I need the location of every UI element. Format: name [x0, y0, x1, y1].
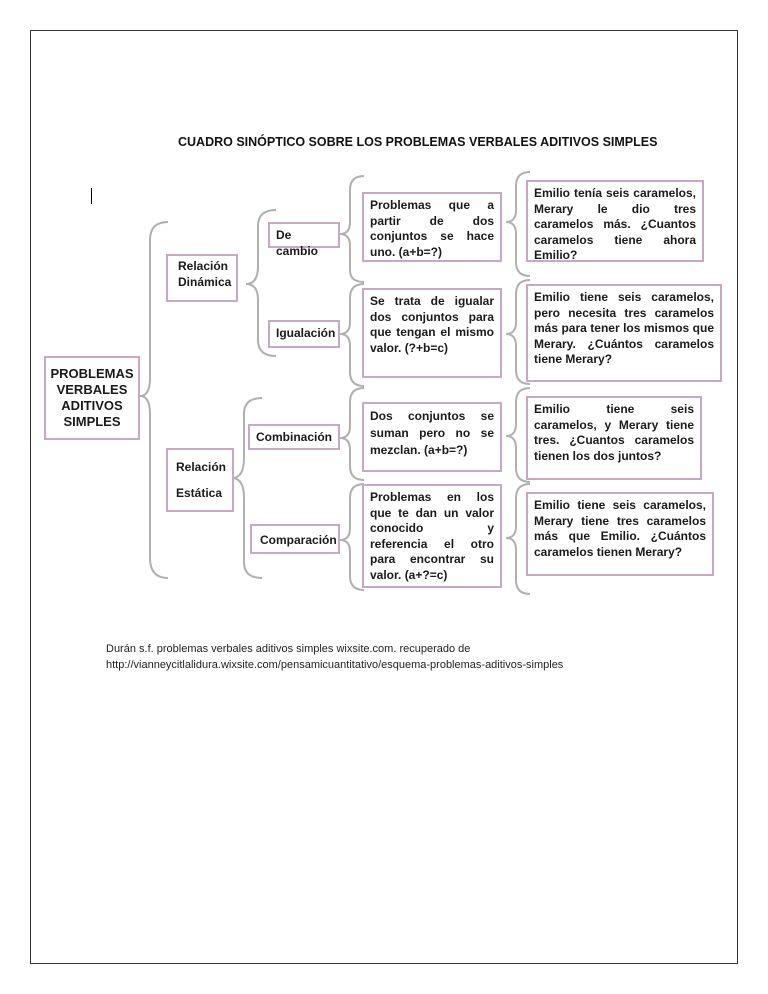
combinacion-bracket — [340, 388, 364, 480]
branch-dinamica-line1: Relación — [178, 259, 229, 273]
example-decambio-text: Emilio tenía seis caramelos, Merary le dio tres caramelos más. ¿Cuantos caramelos tiene ahora Emilio? — [534, 186, 696, 262]
definition-combinacion — [362, 402, 502, 472]
type-combinacion-label: Combinación — [256, 430, 333, 444]
type-decambio-label: De cambio — [276, 228, 319, 258]
type-comparacion — [250, 524, 340, 554]
root-node — [44, 356, 140, 440]
branch-estatica-line1: Relación — [176, 460, 227, 474]
comparacion-bracket — [340, 484, 364, 590]
example-igualacion-text: Emilio tiene seis caramelos, pero necesita tres caramelos más para tener los mismos que Merary. ¿Cuántos caramelos tiene Merary? — [534, 290, 714, 366]
example-comparacion — [526, 492, 714, 576]
branch-dinamica-line2: Dinámica — [178, 275, 232, 289]
definition-decambio-text: Problemas que a partir de dos conjuntos se hace uno. (a+b=?) — [370, 198, 494, 259]
type-igualacion-label: Igualación — [276, 326, 336, 340]
definition-igualacion — [362, 288, 502, 378]
type-decambio — [268, 222, 340, 258]
type-combinacion — [248, 424, 340, 450]
type-igualacion — [268, 320, 340, 348]
root-bracket — [140, 222, 168, 578]
branch-estatica — [166, 448, 234, 512]
citation-line2: http://vianneycitlalidura.wixsite.com/pensamicuantitativo/esquema-problemas-aditivos-simples — [106, 659, 564, 671]
diagram-title: CUADRO SINÓPTICO SOBRE LOS PROBLEMAS VERBALES ADITIVOS SIMPLES — [178, 135, 658, 149]
definition-comparacion-text: Problemas en los que te dan un valor conocido y referencia el otro para encontrar su valor. (a+?=c) — [370, 490, 494, 582]
branch-estatica-line2: Estática — [176, 486, 223, 500]
definition-combinacion-text: Dos conjuntos se suman pero no se mezclan. (a+b=?) — [370, 409, 494, 457]
definition-decambio — [362, 192, 502, 262]
igualacion-bracket — [340, 284, 364, 386]
example-combinacion — [526, 396, 702, 480]
example-igualacion — [526, 284, 722, 382]
definition-comparacion — [362, 484, 502, 588]
example-combinacion-text: Emilio tiene seis caramelos, y Merary tiene tres. ¿Cuantos caramelos tienen los dos juntos? — [534, 402, 694, 463]
branch-dinamica — [166, 254, 238, 302]
root-label: PROBLEMAS VERBALES ADITIVOS SIMPLES — [50, 366, 134, 429]
definition-igualacion-text: Se trata de igualar dos conjuntos para que tengan el mismo valor. (?+b=c) — [370, 294, 494, 355]
decambio-bracket — [340, 176, 364, 282]
example-comparacion-text: Emilio tiene seis caramelos, Merary tiene tres caramelos más que Emilio. ¿Cuántos caramelos tienen Merary? — [534, 498, 706, 559]
example-decambio — [526, 180, 704, 262]
type-comparacion-label: Comparación — [260, 533, 337, 547]
citation-line1: Durán s.f. problemas verbales aditivos simples wixsite.com. recuperado de — [106, 643, 471, 655]
citation — [106, 641, 563, 673]
